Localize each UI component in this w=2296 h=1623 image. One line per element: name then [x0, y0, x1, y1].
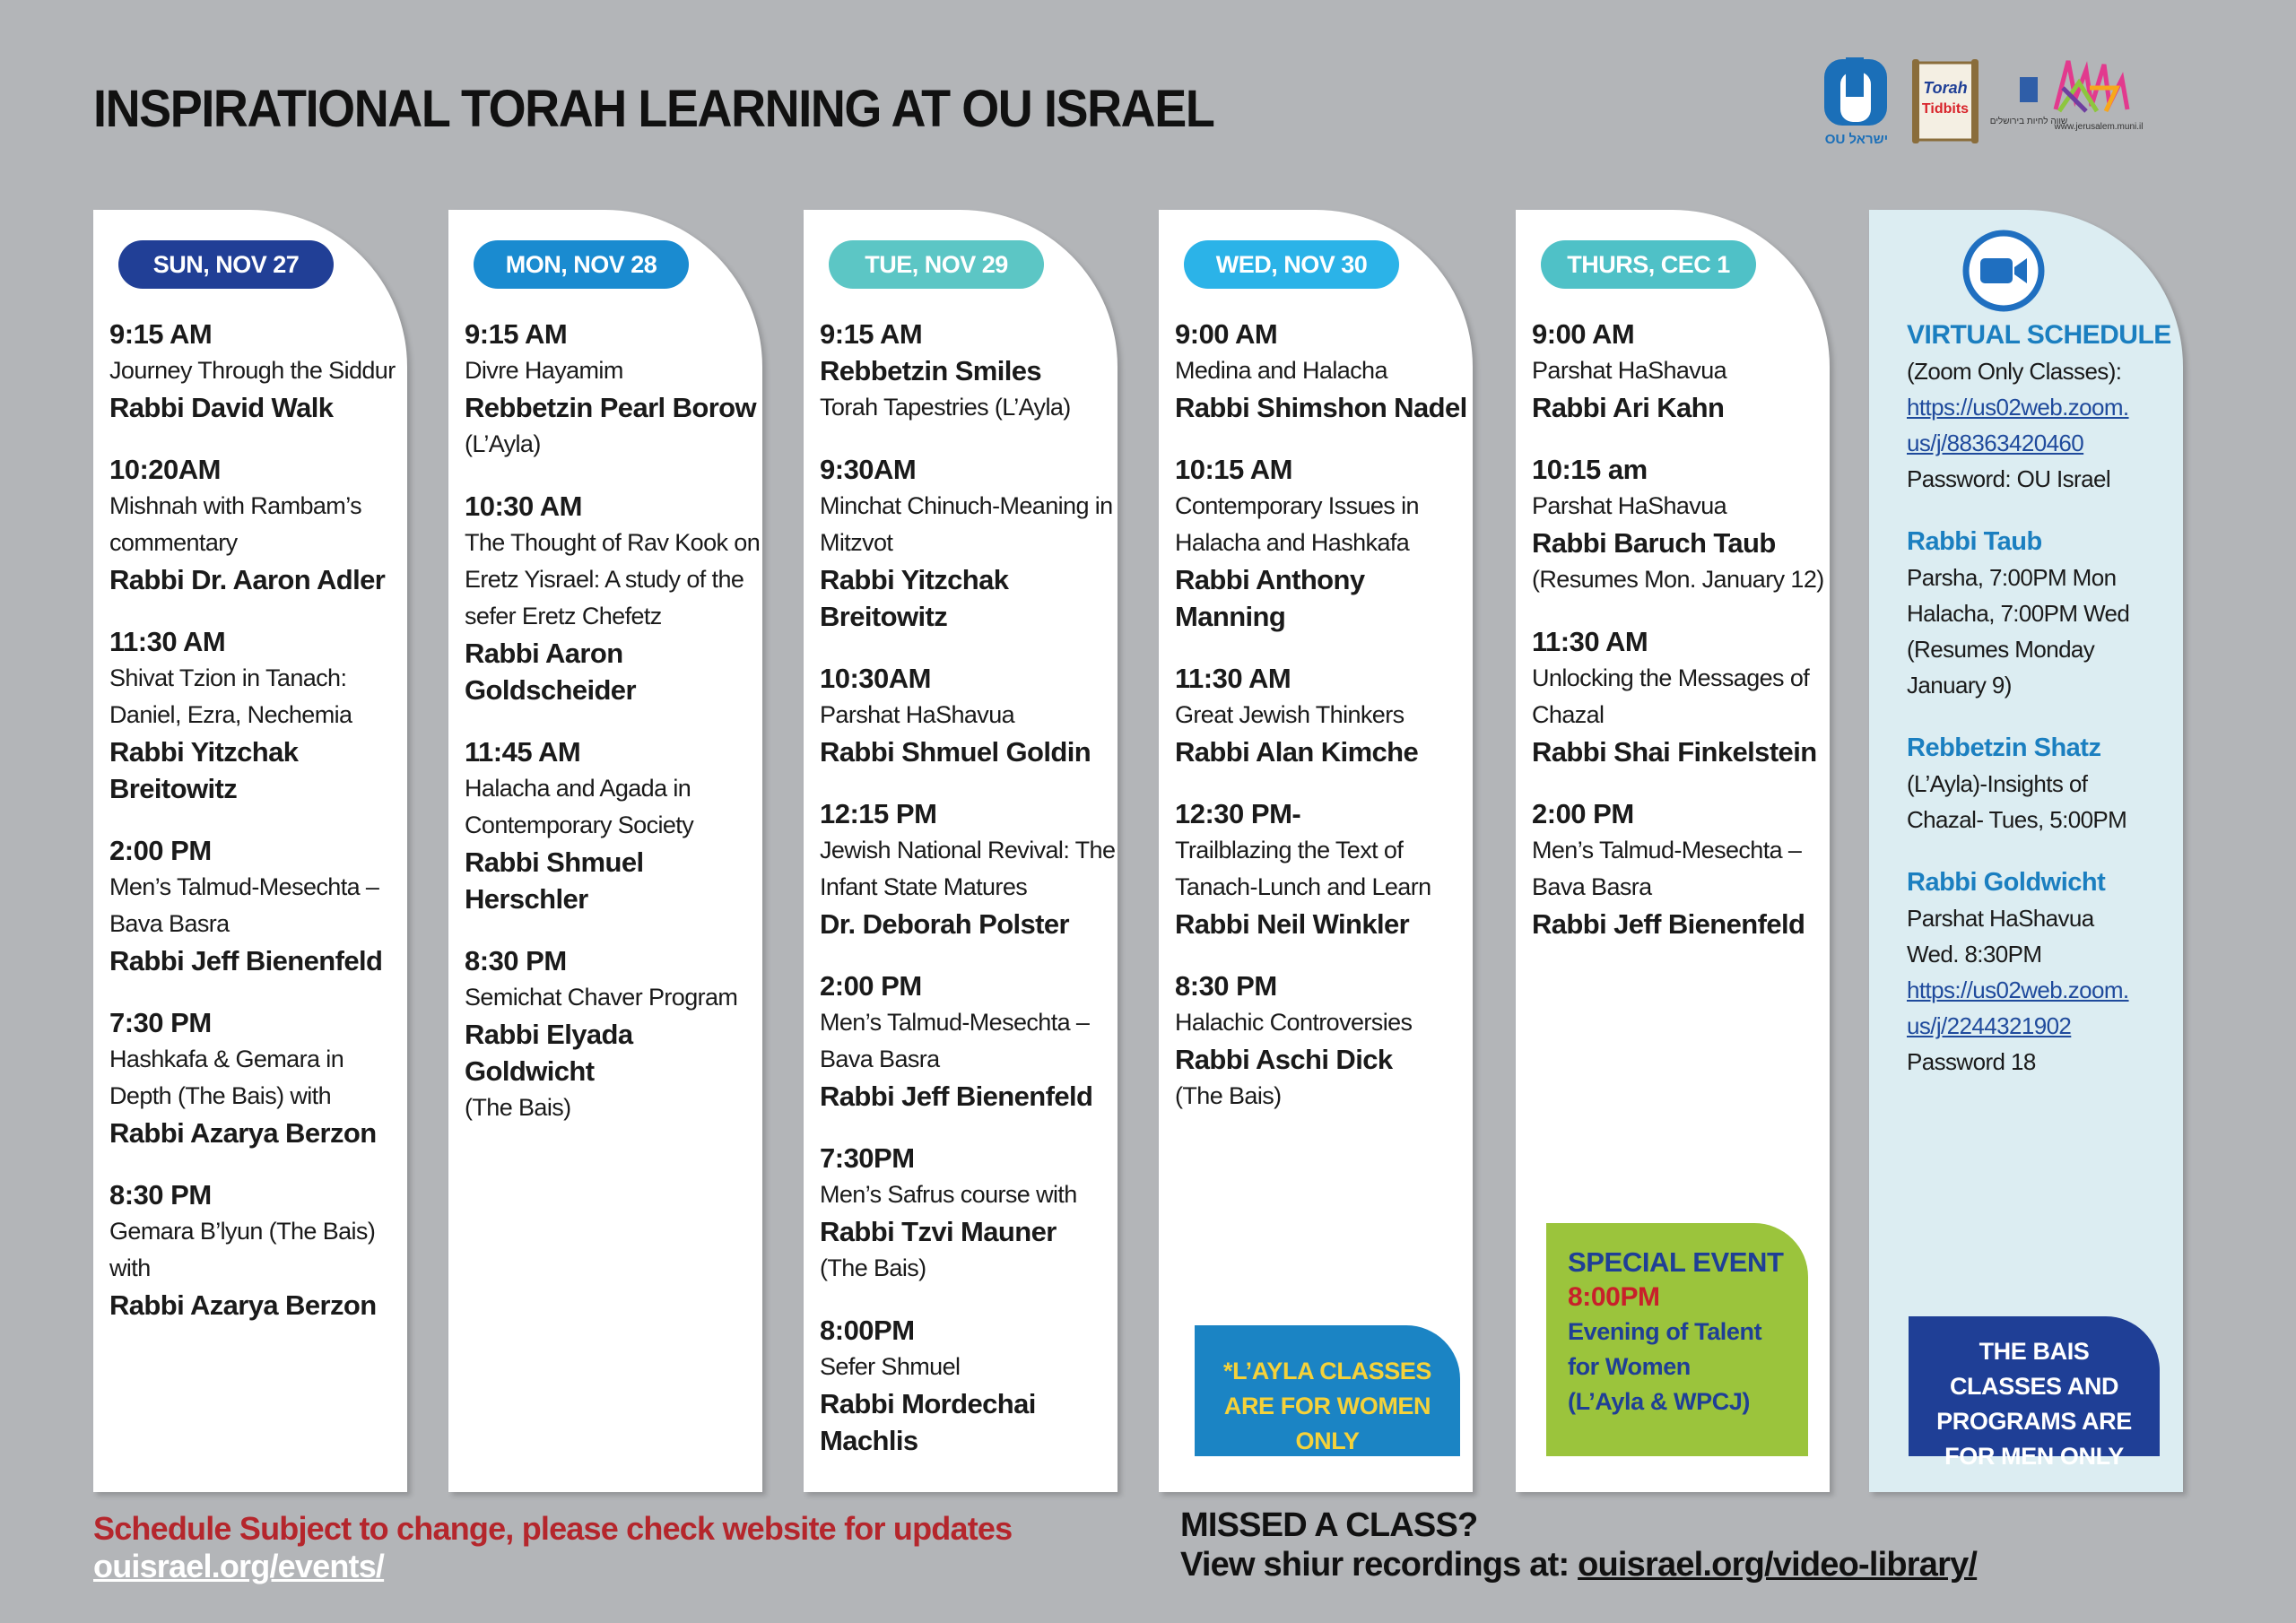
slot-note: (L’Ayla): [465, 430, 541, 457]
day-column-thursday: [1516, 210, 1830, 1492]
slot-time: 7:30PM: [820, 1142, 915, 1174]
slot-desc: Torah Tapestries (L’Ayla): [820, 394, 1071, 421]
schedule-slot: [109, 832, 405, 979]
schedule-slot: [1175, 316, 1471, 426]
slot-rabbi: Rebbetzin Pearl Borow: [465, 392, 757, 423]
svg-text:שווה לחיות בירושלים: שווה לחיות בירושלים: [1989, 117, 2068, 126]
schedule-slot: [820, 968, 1116, 1115]
events-link[interactable]: ouisrael.org/events/: [93, 1548, 385, 1584]
bais-men-only-badge: [1909, 1316, 2160, 1470]
slot-rabbi: Rabbi Elyada Goldwicht: [465, 1019, 633, 1087]
schedule-slot: [465, 942, 761, 1126]
slot-rabbi: Rabbi Jeff Bienenfeld: [1532, 908, 1805, 940]
schedule-slot: [1175, 968, 1471, 1115]
schedule-list: [820, 316, 1116, 1484]
slot-desc: Men’s Safrus course with: [820, 1181, 1077, 1208]
recordings-line: [1180, 1546, 1977, 1584]
virtual-line: Wed. 8:30PM: [1907, 941, 2042, 968]
slot-rabbi: Rabbi Aaron Goldscheider: [465, 638, 636, 706]
slot-time: 10:15 am: [1532, 454, 1648, 485]
virtual-line: (L’Ayla)-Insights of: [1907, 770, 2088, 797]
slot-time: 8:30 PM: [465, 945, 567, 976]
slot-time: 8:30 PM: [1175, 970, 1277, 1002]
virtual-subtitle: (Zoom Only Classes):: [1907, 358, 2122, 385]
special-event-line: Evening of Talent: [1568, 1318, 1762, 1345]
slot-rabbi: Dr. Deborah Polster: [820, 908, 1070, 940]
slot-rabbi: Rabbi Neil Winkler: [1175, 908, 1410, 940]
day-column-monday: [448, 210, 762, 1492]
slot-note: (The Bais): [1175, 1082, 1282, 1109]
slot-rabbi: Rabbi Azarya Berzon: [109, 1117, 377, 1149]
schedule-slot: [465, 316, 761, 463]
slot-desc: Mishnah with Rambam’s commentary: [109, 492, 362, 556]
zoom-link-1[interactable]: https://us02web.zoom.: [1907, 394, 2129, 421]
virtual-line: Parsha, 7:00PM Mon: [1907, 564, 2117, 591]
slot-rabbi: Rabbi Dr. Aaron Adler: [109, 564, 386, 595]
slot-time: 8:30 PM: [109, 1179, 212, 1211]
virtual-rabbi-name: Rebbetzin Shatz: [1907, 733, 2101, 762]
slot-note: (The Bais): [820, 1254, 926, 1281]
slot-desc: Contemporary Issues in Halacha and Hashkafa: [1175, 492, 1419, 556]
schedule-slot: [820, 660, 1116, 770]
slot-desc: Sefer Shmuel: [820, 1353, 961, 1380]
schedule-list: [109, 316, 405, 1349]
slot-rabbi: Rabbi David Walk: [109, 392, 334, 423]
virtual-rabbi-name: Rabbi Taub: [1907, 527, 2042, 556]
virtual-rabbi-name: Rabbi Goldwicht: [1907, 868, 2106, 897]
virtual-line: (Resumes Monday: [1907, 636, 2095, 663]
slot-desc: Journey Through the Siddur: [109, 357, 396, 384]
slot-rabbi: Rabbi Ari Kahn: [1532, 392, 1725, 423]
schedule-list: [465, 316, 761, 1151]
slot-desc: Great Jewish Thinkers: [1175, 701, 1405, 728]
svg-text:OU ישראל: OU ישראל: [1824, 132, 1889, 147]
virtual-line: January 9): [1907, 672, 2012, 699]
schedule-slot: [1175, 451, 1471, 635]
torah-tidbits-logo: [1912, 59, 1979, 143]
schedule-slot: [820, 316, 1116, 426]
virtual-line: Halacha, 7:00PM Wed: [1907, 600, 2130, 627]
slot-time: 10:20AM: [109, 454, 221, 485]
schedule-slot: [109, 316, 405, 426]
slot-rabbi: Rabbi Shmuel Goldin: [820, 736, 1091, 768]
slot-desc: Unlocking the Messages of Chazal: [1532, 664, 1810, 728]
slot-time: 7:30 PM: [109, 1007, 212, 1038]
slot-desc: Semichat Chaver Program: [465, 984, 738, 1011]
slot-rabbi: Rabbi Anthony Manning: [1175, 564, 1365, 632]
virtual-item-shatz: [1907, 730, 2176, 838]
schedule-slot: [820, 795, 1116, 942]
slot-time: 9:00 AM: [1532, 318, 1635, 350]
jerusalem-municipality-logo: [1990, 61, 2144, 132]
slot-desc: Men’s Talmud-Mesechta – Bava Basra: [109, 873, 379, 937]
special-event-badge: [1546, 1223, 1808, 1456]
virtual-item-taub: [1907, 524, 2176, 703]
slot-rabbi: Rabbi Baruch Taub: [1532, 527, 1776, 559]
slot-desc: Men’s Talmud-Mesechta – Bava Basra: [820, 1009, 1090, 1072]
slot-rabbi: Rabbi Mordechai Machlis: [820, 1388, 1036, 1456]
page-title: INSPIRATIONAL TORAH LEARNING AT OU ISRAEL: [93, 80, 1214, 138]
schedule-slot: [109, 623, 405, 807]
slot-time: 9:15 AM: [820, 318, 923, 350]
day-pill-wednesday: WED, NOV 30: [1184, 240, 1399, 289]
slot-time: 8:00PM: [820, 1315, 915, 1346]
slot-time: 11:45 AM: [465, 736, 581, 768]
virtual-line: Chazal- Tues, 5:00PM: [1907, 806, 2127, 833]
ou-israel-logo: [1824, 57, 1888, 147]
slot-rabbi: Rabbi Shai Finkelstein: [1532, 736, 1817, 768]
schedule-list: [1532, 316, 1828, 968]
schedule-slot: [1532, 623, 1828, 770]
slot-desc: Medina and Halacha: [1175, 357, 1387, 384]
slot-time: 10:15 AM: [1175, 454, 1292, 485]
schedule-list: [1175, 316, 1471, 1140]
slot-time: 2:00 PM: [820, 970, 922, 1002]
slot-desc: Hashkafa & Gemara in Depth (The Bais) with: [109, 1046, 344, 1109]
day-pill-sunday: SUN, NOV 27: [118, 240, 334, 289]
day-pill-thursday: THURS, CEC 1: [1541, 240, 1756, 289]
schedule-slot: [1532, 316, 1828, 426]
slot-rabbi: Rabbi Aschi Dick: [1175, 1044, 1393, 1075]
virtual-line: Parshat HaShavua: [1907, 905, 2094, 932]
slot-desc: Halacha and Agada in Contemporary Society: [465, 775, 694, 838]
virtual-item-goldwicht: [1907, 864, 2176, 1080]
slot-time: 9:15 AM: [465, 318, 568, 350]
slot-desc: Parshat HaShavua: [1532, 357, 1727, 384]
slot-desc: Men’s Talmud-Mesechta – Bava Basra: [1532, 837, 1802, 900]
slot-desc: Halachic Controversies: [1175, 1009, 1413, 1036]
zoom-camera-icon: [1961, 228, 2047, 314]
schedule-slot: [109, 1176, 405, 1324]
virtual-schedule-column: [1869, 210, 2183, 1492]
day-pill-monday: MON, NOV 28: [474, 240, 689, 289]
slot-rabbi: Rabbi Azarya Berzon: [109, 1289, 377, 1321]
slot-time: 9:30AM: [820, 454, 917, 485]
schedule-slot: [1175, 795, 1471, 942]
zoom-link-2[interactable]: https://us02web.zoom.: [1907, 976, 2129, 1003]
schedule-slot: [465, 733, 761, 917]
slot-rabbi: Rabbi Alan Kimche: [1175, 736, 1419, 768]
layla-women-only-badge: [1195, 1325, 1460, 1456]
svg-text:Tidbits: Tidbits: [1921, 101, 1970, 117]
slot-rabbi: Rabbi Tzvi Mauner: [820, 1216, 1057, 1247]
video-library-link[interactable]: ouisrael.org/video-library/: [1578, 1546, 1978, 1584]
zoom-link-1[interactable]: us/j/88363420460: [1907, 430, 2084, 456]
svg-text:Torah: Torah: [1923, 79, 1968, 97]
slot-time: 12:15 PM: [820, 798, 937, 829]
slot-time: 2:00 PM: [1532, 798, 1634, 829]
slot-time: 9:15 AM: [109, 318, 213, 350]
slot-note: (Resumes Mon. January 12): [1532, 566, 1824, 593]
svg-text:www.jerusalem.muni.il: www.jerusalem.muni.il: [2054, 122, 2144, 132]
slot-rabbi: Rabbi Shimshon Nadel: [1175, 392, 1467, 423]
schedule-slot: [109, 1004, 405, 1151]
slot-rabbi: Rabbi Yitzchak Breitowitz: [820, 564, 1009, 632]
special-event-time: 8:00PM: [1568, 1282, 1660, 1312]
zoom-password-1: Password: OU Israel: [1907, 465, 2111, 492]
special-event-title: SPECIAL EVENT: [1568, 1246, 1784, 1278]
special-event-line: for Women: [1568, 1353, 1691, 1380]
slot-time: 2:00 PM: [109, 835, 212, 866]
slot-rabbi: Rebbetzin Smiles: [820, 355, 1042, 386]
day-pill-tuesday: TUE, NOV 29: [829, 240, 1044, 289]
slot-desc: Gemara B’lyun (The Bais) with: [109, 1218, 376, 1281]
slot-time: 11:30 AM: [109, 626, 226, 657]
virtual-intro: [1907, 317, 2176, 497]
schedule-slot: [465, 488, 761, 708]
slot-time: 11:30 AM: [1175, 663, 1292, 694]
schedule-slot: [1175, 660, 1471, 770]
slot-desc: Parshat HaShavua: [1532, 492, 1727, 519]
slot-time: 10:30 AM: [465, 490, 582, 522]
slot-time: 9:00 AM: [1175, 318, 1278, 350]
slot-desc: Trailblazing the Text of Tanach-Lunch and Learn: [1175, 837, 1431, 900]
slot-time: 10:30AM: [820, 663, 931, 694]
badge-text: THE BAIS CLASSES AND PROGRAMS ARE FOR MEN ONLY: [1936, 1338, 2132, 1470]
slot-desc: Minchat Chinuch-Meaning in Mitzvot: [820, 492, 1113, 556]
schedule-slot: [109, 451, 405, 598]
badge-text: *L’AYLA CLASSES ARE FOR WOMEN ONLY: [1222, 1358, 1432, 1454]
slot-desc: The Thought of Rav Kook on Eretz Yisrael: A study of the sefer Eretz Chefetz: [465, 529, 761, 629]
schedule-slot: [820, 1140, 1116, 1287]
day-column-sunday: [93, 210, 407, 1492]
day-column-tuesday: [804, 210, 1118, 1492]
slot-desc: Jewish National Revival: The Infant State Matures: [820, 837, 1116, 900]
sponsor-logos: [1821, 52, 2215, 151]
recordings-prefix: View shiur recordings at:: [1180, 1546, 1578, 1584]
virtual-title: VIRTUAL SCHEDULE: [1907, 320, 2171, 350]
schedule-slot: [820, 1312, 1116, 1459]
slot-rabbi: Rabbi Yitzchak Breitowitz: [109, 736, 299, 804]
special-event-line: (L’Ayla & WPCJ): [1568, 1388, 1751, 1415]
schedule-slot: [1532, 451, 1828, 598]
slot-rabbi: Rabbi Jeff Bienenfeld: [109, 945, 383, 976]
slot-rabbi: Rabbi Jeff Bienenfeld: [820, 1081, 1093, 1112]
slot-note: (The Bais): [465, 1094, 571, 1121]
slot-time: 11:30 AM: [1532, 626, 1648, 657]
schedule-slot: [1532, 795, 1828, 942]
missed-class-heading: MISSED A CLASS?: [1180, 1506, 1478, 1544]
slot-desc: Shivat Tzion in Tanach: Daniel, Ezra, Nechemia: [109, 664, 352, 728]
slot-desc: Divre Hayamim: [465, 357, 623, 384]
slot-time: 12:30 PM-: [1175, 798, 1301, 829]
zoom-link-2[interactable]: us/j/2244321902: [1907, 1012, 2072, 1039]
virtual-list: [1907, 317, 2176, 1107]
slot-rabbi: Rabbi Shmuel Herschler: [465, 846, 644, 915]
zoom-password-2: Password 18: [1907, 1048, 2036, 1075]
schedule-disclaimer: Schedule Subject to change, please check website for updates: [93, 1510, 1013, 1547]
day-column-wednesday: [1159, 210, 1473, 1492]
schedule-slot: [820, 451, 1116, 635]
slot-desc: Parshat HaShavua: [820, 701, 1015, 728]
